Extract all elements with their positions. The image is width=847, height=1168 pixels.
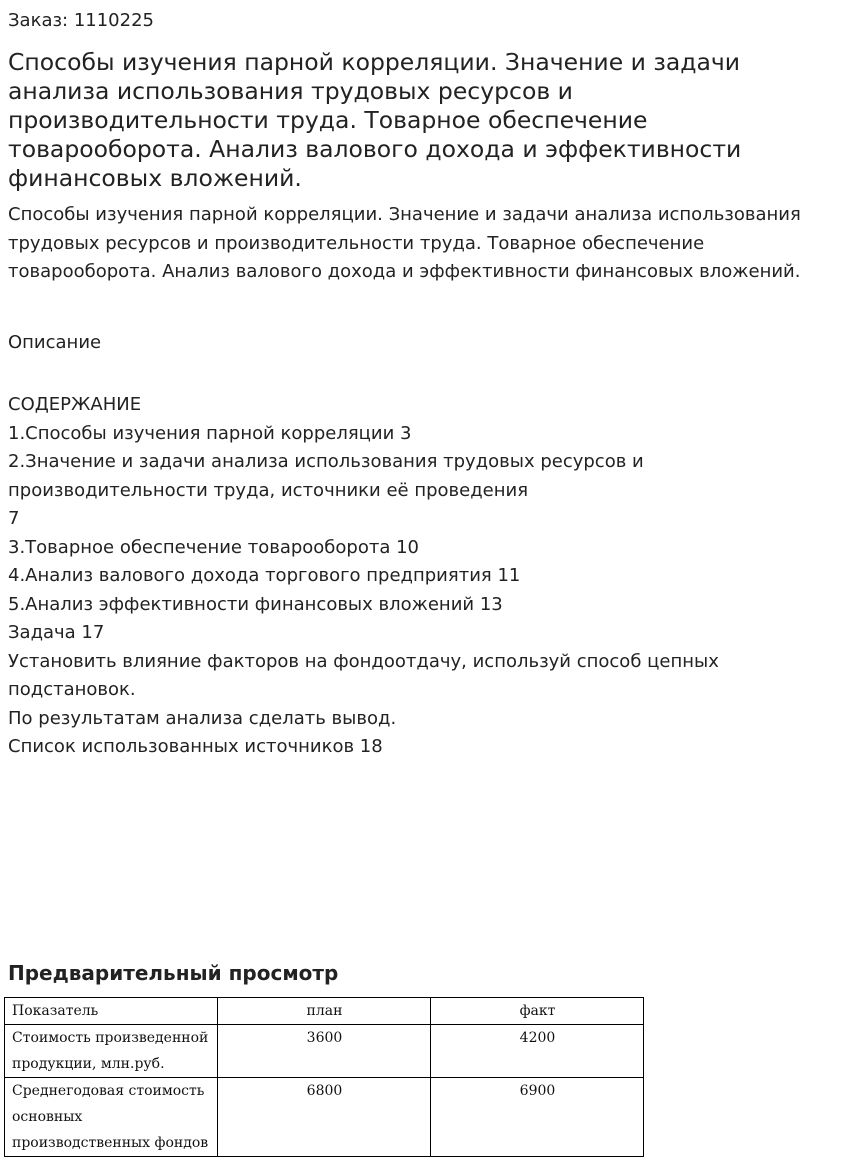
table-cell: Стоимость произведенной продукции, млн.руб.: [5, 1025, 218, 1078]
table-of-contents: [8, 391, 808, 762]
contents-item: 1.Способы изучения парной корреляции 3: [8, 422, 412, 444]
table-header-row: [5, 998, 644, 1025]
table-cell: Среднегодовая стоимость основных производственных фондов: [5, 1078, 218, 1157]
table-cell: 6800: [218, 1078, 431, 1157]
preview-table: [4, 997, 644, 1157]
contents-heading: СОДЕРЖАНИЕ: [8, 394, 142, 415]
header-cell-indicator: Показатель: [5, 998, 218, 1025]
header-cell-plan: план: [218, 998, 431, 1025]
contents-item: 2.Значение и задачи анализа использования трудовых ресурсов и производительности труда, источники её проведения: [8, 451, 644, 501]
table-row: [5, 1025, 644, 1078]
table-cell: 6900: [431, 1078, 644, 1157]
document-subtitle: Способы изучения парной корреляции. Значение и задачи анализа использования трудовых ресурсов и производительности труда. Товарное обеспечение товарооборота. Анализ валового дохода и эффективности финансовых вложений.: [8, 204, 801, 282]
order-number: Заказ: 1110225: [8, 10, 154, 31]
contents-item: 3.Товарное обеспечение товарооборота 10: [8, 536, 420, 558]
table-cell: 3600: [218, 1025, 431, 1078]
table-row: [5, 1078, 644, 1157]
header-cell-fact: факт: [431, 998, 644, 1025]
task-text: Установить влияние факторов на фондоотдачу, используй способ цепных подстановок.: [8, 650, 719, 700]
description-label: Описание: [8, 332, 102, 353]
contents-item: Список использованных источников 18: [8, 736, 383, 757]
contents-item: 5.Анализ эффективности финансовых вложений 13: [8, 593, 503, 615]
task-text: По результатам анализа сделать вывод.: [8, 707, 397, 729]
contents-page-number: 7: [8, 508, 20, 529]
contents-item: Задача 17: [8, 622, 105, 643]
preview-heading: Предварительный просмотр: [8, 961, 339, 985]
document-title: Способы изучения парной корреляции. Значение и задачи анализа использования трудовых ресурсов и производительности труда. Товарное обеспечение товарооборота. Анализ валового дохода и эффективности финансовых вложений.: [8, 48, 742, 192]
contents-item: 4.Анализ валового дохода торгового предприятия 11: [8, 565, 521, 586]
table-cell: 4200: [431, 1025, 644, 1078]
